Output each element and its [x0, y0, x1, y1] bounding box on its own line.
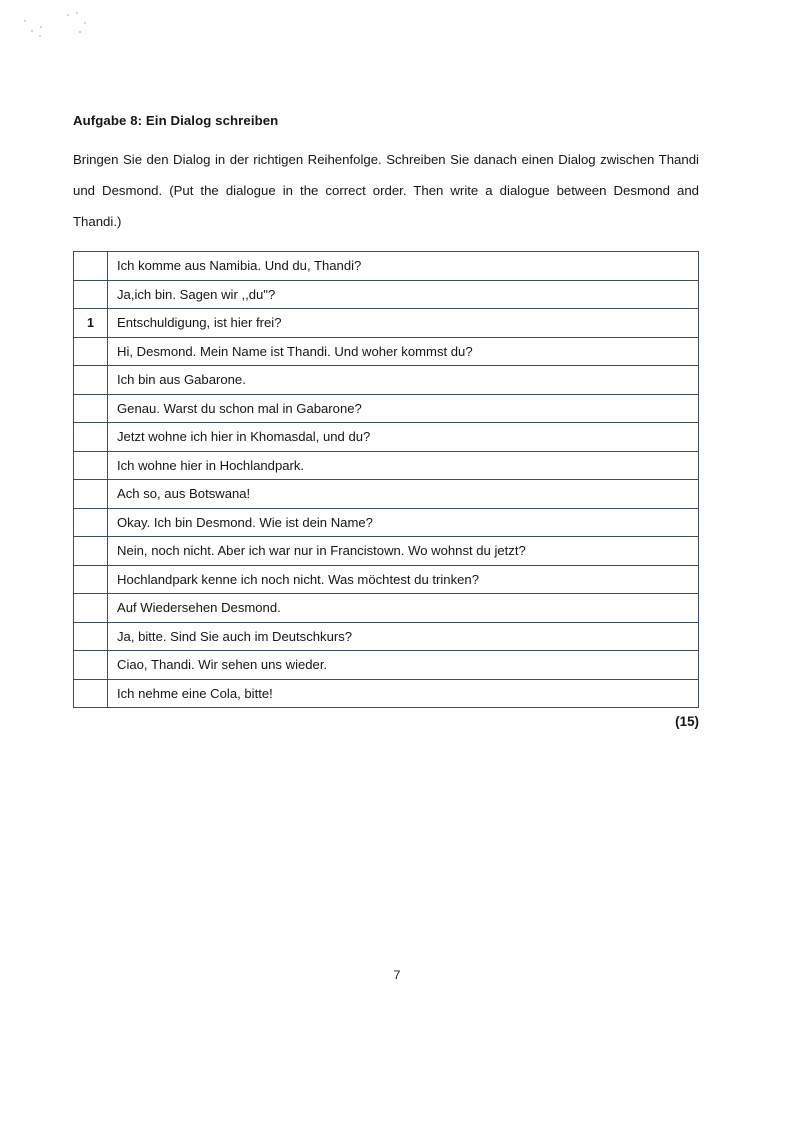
table-row [74, 280, 699, 309]
dialogue-line: Ich komme aus Namibia. Und du, Thandi? [108, 252, 699, 281]
dialogue-line: Hi, Desmond. Mein Name ist Thandi. Und woher kommst du? [108, 337, 699, 366]
dialogue-line: Ja,ich bin. Sagen wir ,,du"? [108, 280, 699, 309]
scan-speckle [67, 14, 69, 16]
dialogue-order-table [73, 251, 699, 708]
table-row [74, 508, 699, 537]
dialogue-line: Jetzt wohne ich hier in Khomasdal, und du? [108, 423, 699, 452]
table-row [74, 451, 699, 480]
order-cell[interactable] [74, 394, 108, 423]
order-cell[interactable] [74, 594, 108, 623]
dialogue-line: Ich bin aus Gabarone. [108, 366, 699, 395]
dialogue-table-body [74, 252, 699, 708]
dialogue-line: Ciao, Thandi. Wir sehen uns wieder. [108, 651, 699, 680]
table-row [74, 679, 699, 708]
order-cell[interactable] [74, 280, 108, 309]
order-cell[interactable] [74, 480, 108, 509]
scan-speckle [39, 35, 41, 37]
table-row [74, 480, 699, 509]
dialogue-line: Okay. Ich bin Desmond. Wie ist dein Name? [108, 508, 699, 537]
scan-speckle [24, 20, 26, 22]
table-row [74, 394, 699, 423]
dialogue-line: Ja, bitte. Sind Sie auch im Deutschkurs? [108, 622, 699, 651]
order-cell[interactable] [74, 565, 108, 594]
instructions-text: Bringen Sie den Dialog in der richtigen Reihenfolge. Schreiben Sie danach einen Dialog zwischen Thandi und Desmond. (Put the dialogue in the correct order. Then write a dialogue between Desmond and Thandi.) [73, 152, 699, 229]
dialogue-line: Ich nehme eine Cola, bitte! [108, 679, 699, 708]
order-cell[interactable] [74, 252, 108, 281]
dialogue-line: Hochlandpark kenne ich noch nicht. Was möchtest du trinken? [108, 565, 699, 594]
order-cell[interactable] [74, 679, 108, 708]
dialogue-line: Genau. Warst du schon mal in Gabarone? [108, 394, 699, 423]
order-cell[interactable] [74, 451, 108, 480]
dialogue-line: Nein, noch nicht. Aber ich war nur in Francistown. Wo wohnst du jetzt? [108, 537, 699, 566]
table-row [74, 565, 699, 594]
order-cell[interactable] [74, 337, 108, 366]
table-row [74, 252, 699, 281]
table-row [74, 423, 699, 452]
dialogue-line: Auf Wiedersehen Desmond. [108, 594, 699, 623]
table-row [74, 309, 699, 338]
table-row [74, 537, 699, 566]
dialogue-line: Ach so, aus Botswana! [108, 480, 699, 509]
order-cell[interactable] [74, 423, 108, 452]
order-cell[interactable] [74, 508, 108, 537]
table-row [74, 622, 699, 651]
table-row [74, 651, 699, 680]
scan-speckle [84, 22, 86, 24]
scan-speckle [76, 12, 78, 14]
table-row [74, 337, 699, 366]
order-cell[interactable] [74, 366, 108, 395]
order-cell[interactable] [74, 622, 108, 651]
page-title: Aufgabe 8: Ein Dialog schreiben [73, 113, 279, 128]
page-number: 7 [393, 968, 401, 982]
scan-speckle [79, 31, 81, 33]
marks-label: (15) [675, 714, 699, 729]
scan-speckle [31, 30, 33, 32]
table-row [74, 594, 699, 623]
order-cell[interactable] [74, 537, 108, 566]
exercise-block [73, 113, 699, 729]
dialogue-line: Entschuldigung, ist hier frei? [108, 309, 699, 338]
dialogue-line: Ich wohne hier in Hochlandpark. [108, 451, 699, 480]
scan-speckle [40, 26, 42, 28]
order-cell[interactable]: 1 [74, 309, 108, 338]
order-cell[interactable] [74, 651, 108, 680]
table-row [74, 366, 699, 395]
